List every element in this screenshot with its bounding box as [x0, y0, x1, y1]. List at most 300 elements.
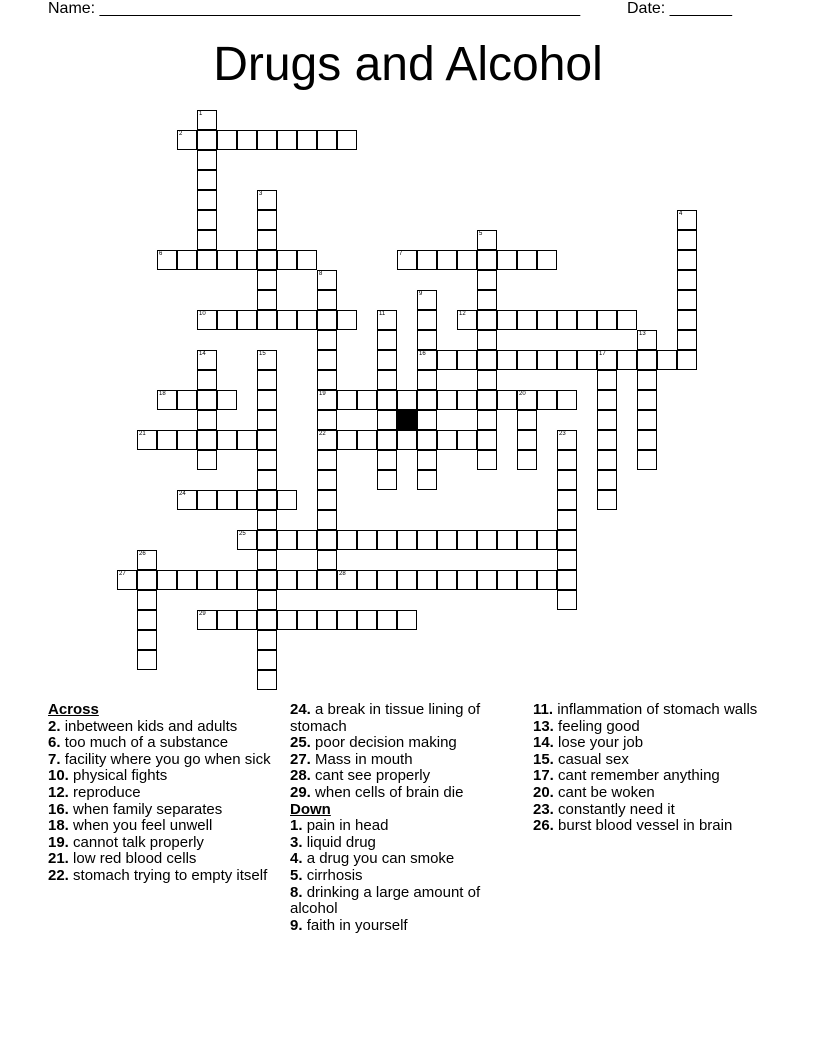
grid-cell[interactable]: [517, 390, 537, 410]
grid-cell[interactable]: [557, 310, 577, 330]
clue-column-1: [48, 702, 273, 885]
grid-cell[interactable]: [317, 550, 337, 570]
grid-cell[interactable]: [477, 310, 497, 330]
grid-cell[interactable]: [317, 390, 337, 410]
cell-number: 21: [139, 431, 146, 437]
grid-cell[interactable]: [417, 450, 437, 470]
grid-cell[interactable]: [417, 390, 437, 410]
grid-cell[interactable]: [517, 250, 537, 270]
cell-number: 25: [239, 531, 246, 537]
grid-cell[interactable]: [477, 370, 497, 390]
clue-across-28: 28. cant see properly: [290, 767, 431, 785]
grid-cell[interactable]: [217, 570, 237, 590]
grid-cell[interactable]: [637, 350, 657, 370]
grid-cell[interactable]: [557, 450, 577, 470]
grid-cell[interactable]: [257, 630, 277, 650]
grid-cell[interactable]: [297, 570, 317, 590]
grid-cell[interactable]: [377, 390, 397, 410]
grid-cell[interactable]: [297, 310, 317, 330]
grid-cell[interactable]: [257, 270, 277, 290]
grid-cell[interactable]: [217, 130, 237, 150]
clue-across-24: 24. a break in tissue lining of stomach: [290, 701, 481, 735]
grid-cell[interactable]: [197, 190, 217, 210]
grid-cell[interactable]: [637, 370, 657, 390]
clue-across-2: 2. inbetween kids and adults: [48, 717, 238, 735]
grid-cell[interactable]: [257, 310, 277, 330]
grid-cell[interactable]: [337, 130, 357, 150]
cell-number: 6: [159, 251, 163, 257]
grid-cell[interactable]: [317, 470, 337, 490]
grid-cell[interactable]: [397, 250, 417, 270]
grid-cell[interactable]: [677, 230, 697, 250]
grid-cell[interactable]: [257, 370, 277, 390]
clue-down-13: 13. feeling good: [533, 717, 640, 735]
grid-cell[interactable]: [337, 390, 357, 410]
grid-cell[interactable]: [177, 490, 197, 510]
clue-down-11: 11. inflammation of stomach walls: [533, 701, 758, 718]
cell-number: 27: [119, 571, 126, 577]
clue-across-25: 25. poor decision making: [290, 734, 457, 752]
grid-cell[interactable]: [317, 510, 337, 530]
grid-cell[interactable]: [537, 350, 557, 370]
grid-cell[interactable]: [197, 430, 217, 450]
grid-cell[interactable]: [197, 250, 217, 270]
cell-number: 9: [419, 291, 423, 297]
grid-cell[interactable]: [277, 310, 297, 330]
grid-cell[interactable]: [417, 570, 437, 590]
grid-cell[interactable]: [177, 430, 197, 450]
grid-cell[interactable]: [557, 550, 577, 570]
cell-number: 17: [599, 351, 606, 357]
grid-cell[interactable]: [197, 490, 217, 510]
grid-cell[interactable]: [257, 210, 277, 230]
cell-number: 19: [319, 391, 326, 397]
grid-cell[interactable]: [617, 310, 637, 330]
grid-cell[interactable]: [517, 530, 537, 550]
grid-cell[interactable]: [317, 370, 337, 390]
grid-cell[interactable]: [597, 470, 617, 490]
grid-cell[interactable]: [597, 350, 617, 370]
grid-cell[interactable]: [577, 310, 597, 330]
grid-cell[interactable]: [257, 430, 277, 450]
grid-cell[interactable]: [277, 250, 297, 270]
cell-number: 22: [319, 431, 326, 437]
grid-cell[interactable]: [257, 550, 277, 570]
grid-cell[interactable]: [377, 370, 397, 390]
grid-cell[interactable]: [177, 570, 197, 590]
grid-cell[interactable]: [117, 570, 137, 590]
grid-cell[interactable]: [517, 350, 537, 370]
cell-number: 5: [479, 231, 483, 237]
grid-cell[interactable]: [477, 230, 497, 250]
grid-cell[interactable]: [557, 570, 577, 590]
grid-cell[interactable]: [337, 530, 357, 550]
cell-number: 1: [199, 111, 203, 117]
grid-cell[interactable]: [377, 450, 397, 470]
grid-cell[interactable]: [257, 290, 277, 310]
grid-cell[interactable]: [437, 570, 457, 590]
grid-cell[interactable]: [257, 230, 277, 250]
grid-cell[interactable]: [557, 470, 577, 490]
grid-cell[interactable]: [437, 250, 457, 270]
grid-cell[interactable]: [257, 470, 277, 490]
grid-cell[interactable]: [537, 310, 557, 330]
grid-cell[interactable]: [517, 410, 537, 430]
grid-cell[interactable]: [637, 390, 657, 410]
grid-cell[interactable]: [477, 290, 497, 310]
grid-cell[interactable]: [457, 350, 477, 370]
grid-cell[interactable]: [257, 530, 277, 550]
grid-cell[interactable]: [637, 330, 657, 350]
grid-cell[interactable]: [237, 610, 257, 630]
grid-cell[interactable]: [337, 430, 357, 450]
clue-down-20: 20. cant be woken: [533, 783, 655, 801]
clue-down-17: 17. cant remember anything: [533, 767, 720, 785]
grid-cell[interactable]: [317, 610, 337, 630]
grid-cell[interactable]: [637, 450, 657, 470]
cell-number: 15: [259, 351, 266, 357]
grid-cell[interactable]: [277, 130, 297, 150]
cell-number: 28: [339, 571, 346, 577]
grid-cell[interactable]: [257, 510, 277, 530]
grid-cell[interactable]: [137, 650, 157, 670]
grid-cell[interactable]: [197, 350, 217, 370]
grid-cell[interactable]: [377, 470, 397, 490]
grid-cell[interactable]: [217, 390, 237, 410]
grid-cell[interactable]: [137, 590, 157, 610]
grid-cell[interactable]: [597, 430, 617, 450]
grid-cell[interactable]: [317, 430, 337, 450]
grid-cell[interactable]: [237, 430, 257, 450]
clue-across-27: 27. Mass in mouth: [290, 750, 413, 768]
grid-cell[interactable]: [197, 410, 217, 430]
clue-across-7: 7. facility where you go when sick: [48, 750, 271, 768]
grid-cell[interactable]: [417, 330, 437, 350]
grid-cell[interactable]: [457, 530, 477, 550]
grid-cell[interactable]: [597, 390, 617, 410]
cell-number: 2: [179, 131, 183, 137]
grid-cell[interactable]: [237, 490, 257, 510]
clue-across-19: 19. cannot talk properly: [48, 833, 204, 851]
clue-down-23: 23. constantly need it: [533, 800, 675, 818]
grid-cell[interactable]: [537, 530, 557, 550]
grid-cell[interactable]: [217, 430, 237, 450]
grid-cell[interactable]: [677, 250, 697, 270]
grid-cell[interactable]: [197, 110, 217, 130]
clue-across-22: 22. stomach trying to empty itself: [48, 866, 268, 884]
grid-cell[interactable]: [357, 430, 377, 450]
grid-cell[interactable]: [257, 570, 277, 590]
grid-cell[interactable]: [357, 390, 377, 410]
grid-cell[interactable]: [137, 550, 157, 570]
grid-cell[interactable]: [477, 570, 497, 590]
grid-cell[interactable]: [137, 570, 157, 590]
grid-cell[interactable]: [317, 290, 337, 310]
grid-cell[interactable]: [197, 150, 217, 170]
grid-cell[interactable]: [237, 530, 257, 550]
grid-cell[interactable]: [417, 530, 437, 550]
grid-cell[interactable]: [477, 390, 497, 410]
down-heading: Down: [290, 800, 331, 818]
grid-cell[interactable]: [177, 390, 197, 410]
grid-cell[interactable]: [557, 430, 577, 450]
grid-cell[interactable]: [397, 570, 417, 590]
grid-cell[interactable]: [377, 310, 397, 330]
date-field-label: Date: _______: [627, 0, 732, 17]
grid-cell[interactable]: [497, 530, 517, 550]
grid-cell[interactable]: [157, 390, 177, 410]
grid-cell[interactable]: [677, 350, 697, 370]
grid-cell[interactable]: [317, 330, 337, 350]
grid-cell[interactable]: [177, 250, 197, 270]
clue-down-1: 1. pain in head: [290, 817, 389, 835]
grid-black-cell: [397, 410, 417, 430]
grid-cell[interactable]: [417, 250, 437, 270]
grid-cell[interactable]: [557, 530, 577, 550]
grid-cell[interactable]: [297, 530, 317, 550]
grid-cell[interactable]: [197, 170, 217, 190]
grid-cell[interactable]: [497, 310, 517, 330]
grid-cell[interactable]: [297, 250, 317, 270]
clue-column-2: [290, 702, 520, 934]
clue-down-26: 26. burst blood vessel in brain: [533, 817, 733, 835]
grid-cell[interactable]: [277, 490, 297, 510]
grid-cell[interactable]: [337, 310, 357, 330]
grid-cell[interactable]: [457, 310, 477, 330]
grid-cell[interactable]: [417, 290, 437, 310]
cell-number: 4: [679, 211, 683, 217]
clue-across-12: 12. reproduce: [48, 783, 141, 801]
clue-across-18: 18. when you feel unwell: [48, 817, 213, 835]
grid-cell[interactable]: [537, 390, 557, 410]
grid-cell[interactable]: [417, 350, 437, 370]
puzzle-title: Drugs and Alcohol: [213, 38, 603, 91]
clue-column-3: [533, 702, 763, 835]
grid-cell[interactable]: [637, 410, 657, 430]
grid-cell[interactable]: [137, 630, 157, 650]
grid-cell[interactable]: [257, 590, 277, 610]
grid-cell[interactable]: [497, 570, 517, 590]
clue-across-16: 16. when family separates: [48, 800, 223, 818]
grid-cell[interactable]: [257, 390, 277, 410]
grid-cell[interactable]: [237, 570, 257, 590]
grid-cell[interactable]: [597, 370, 617, 390]
grid-cell[interactable]: [197, 390, 217, 410]
grid-cell[interactable]: [477, 530, 497, 550]
cell-number: 3: [259, 191, 263, 197]
grid-cell[interactable]: [537, 250, 557, 270]
grid-cell[interactable]: [297, 610, 317, 630]
grid-cell[interactable]: [197, 230, 217, 250]
grid-cell[interactable]: [377, 350, 397, 370]
grid-cell[interactable]: [197, 130, 217, 150]
cell-number: 20: [519, 391, 526, 397]
grid-cell[interactable]: [197, 210, 217, 230]
grid-cell[interactable]: [217, 310, 237, 330]
grid-cell[interactable]: [197, 310, 217, 330]
grid-cell[interactable]: [417, 430, 437, 450]
grid-cell[interactable]: [237, 130, 257, 150]
grid-cell[interactable]: [317, 410, 337, 430]
grid-cell[interactable]: [517, 310, 537, 330]
grid-cell[interactable]: [157, 430, 177, 450]
grid-cell[interactable]: [257, 190, 277, 210]
grid-cell[interactable]: [277, 570, 297, 590]
clue-down-5: 5. cirrhosis: [290, 866, 363, 884]
grid-cell[interactable]: [257, 350, 277, 370]
grid-cell[interactable]: [477, 250, 497, 270]
cell-number: 14: [199, 351, 206, 357]
grid-cell[interactable]: [437, 530, 457, 550]
grid-cell[interactable]: [277, 530, 297, 550]
grid-cell[interactable]: [377, 330, 397, 350]
cell-number: 26: [139, 551, 146, 557]
grid-cell[interactable]: [357, 610, 377, 630]
grid-cell[interactable]: [297, 130, 317, 150]
grid-cell[interactable]: [217, 250, 237, 270]
grid-cell[interactable]: [237, 250, 257, 270]
grid-cell[interactable]: [377, 570, 397, 590]
grid-cell[interactable]: [377, 430, 397, 450]
cell-number: 29: [199, 611, 206, 617]
clue-down-3: 3. liquid drug: [290, 833, 376, 851]
grid-cell[interactable]: [517, 450, 537, 470]
grid-cell[interactable]: [417, 310, 437, 330]
grid-cell[interactable]: [137, 430, 157, 450]
grid-cell[interactable]: [257, 490, 277, 510]
grid-cell[interactable]: [417, 410, 437, 430]
grid-cell[interactable]: [517, 570, 537, 590]
grid-cell[interactable]: [437, 390, 457, 410]
grid-cell[interactable]: [197, 570, 217, 590]
grid-cell[interactable]: [317, 310, 337, 330]
grid-cell[interactable]: [617, 350, 637, 370]
clue-across-6: 6. too much of a substance: [48, 734, 229, 752]
grid-cell[interactable]: [357, 530, 377, 550]
clue-across-21: 21. low red blood cells: [48, 850, 197, 868]
grid-cell[interactable]: [477, 350, 497, 370]
grid-cell[interactable]: [417, 470, 437, 490]
grid-cell[interactable]: [257, 130, 277, 150]
grid-cell[interactable]: [257, 650, 277, 670]
grid-cell[interactable]: [277, 610, 297, 630]
grid-cell[interactable]: [377, 410, 397, 430]
grid-cell[interactable]: [637, 430, 657, 450]
grid-cell[interactable]: [337, 570, 357, 590]
grid-cell[interactable]: [437, 430, 457, 450]
grid-cell[interactable]: [197, 610, 217, 630]
clue-down-14: 14. lose your job: [533, 734, 644, 752]
grid-cell[interactable]: [197, 450, 217, 470]
cell-number: 23: [559, 431, 566, 437]
name-field-label: Name: ______________________________________________________: [48, 0, 581, 17]
grid-cell[interactable]: [597, 310, 617, 330]
grid-cell[interactable]: [597, 490, 617, 510]
cell-number: 13: [639, 331, 646, 337]
grid-cell[interactable]: [417, 370, 437, 390]
cell-number: 11: [379, 311, 386, 317]
grid-cell[interactable]: [537, 570, 557, 590]
grid-cell[interactable]: [217, 490, 237, 510]
grid-cell[interactable]: [597, 450, 617, 470]
grid-cell[interactable]: [357, 570, 377, 590]
grid-cell[interactable]: [557, 590, 577, 610]
grid-cell[interactable]: [457, 570, 477, 590]
grid-cell[interactable]: [437, 350, 457, 370]
grid-cell[interactable]: [677, 210, 697, 230]
grid-cell[interactable]: [457, 430, 477, 450]
grid-cell[interactable]: [137, 610, 157, 630]
grid-cell[interactable]: [317, 350, 337, 370]
grid-cell[interactable]: [317, 130, 337, 150]
grid-cell[interactable]: [677, 310, 697, 330]
grid-cell[interactable]: [597, 410, 617, 430]
grid-cell[interactable]: [317, 490, 337, 510]
grid-cell[interactable]: [477, 430, 497, 450]
cell-number: 7: [399, 251, 403, 257]
grid-cell[interactable]: [677, 330, 697, 350]
grid-cell[interactable]: [497, 390, 517, 410]
grid-cell[interactable]: [517, 430, 537, 450]
grid-cell[interactable]: [457, 390, 477, 410]
cell-number: 18: [159, 391, 166, 397]
grid-cell[interactable]: [557, 490, 577, 510]
grid-cell[interactable]: [577, 350, 597, 370]
grid-cell[interactable]: [157, 250, 177, 270]
grid-cell[interactable]: [657, 350, 677, 370]
grid-cell[interactable]: [237, 310, 257, 330]
clue-down-15: 15. casual sex: [533, 750, 629, 768]
grid-cell[interactable]: [477, 410, 497, 430]
grid-cell[interactable]: [257, 410, 277, 430]
grid-cell[interactable]: [397, 610, 417, 630]
grid-cell[interactable]: [217, 610, 237, 630]
clue-down-8: 8. drinking a large amount of alcohol: [290, 883, 481, 918]
grid-cell[interactable]: [197, 370, 217, 390]
grid-cell[interactable]: [477, 330, 497, 350]
grid-cell[interactable]: [317, 450, 337, 470]
grid-cell[interactable]: [317, 570, 337, 590]
cell-number: 12: [459, 311, 466, 317]
grid-cell[interactable]: [337, 610, 357, 630]
grid-cell[interactable]: [497, 350, 517, 370]
grid-cell[interactable]: [377, 610, 397, 630]
grid-cell[interactable]: [557, 510, 577, 530]
grid-cell[interactable]: [557, 390, 577, 410]
grid-cell[interactable]: [257, 670, 277, 690]
grid-cell[interactable]: [557, 350, 577, 370]
grid-cell[interactable]: [497, 250, 517, 270]
cell-number: 24: [179, 491, 186, 497]
grid-cell[interactable]: [477, 450, 497, 470]
grid-cell[interactable]: [677, 290, 697, 310]
grid-cell[interactable]: [317, 270, 337, 290]
clue-across-10: 10. physical fights: [48, 767, 168, 785]
grid-cell[interactable]: [157, 570, 177, 590]
grid-cell[interactable]: [257, 610, 277, 630]
grid-cell[interactable]: [257, 250, 277, 270]
grid-cell[interactable]: [177, 130, 197, 150]
grid-cell[interactable]: [397, 430, 417, 450]
grid-cell[interactable]: [397, 530, 417, 550]
grid-cell[interactable]: [477, 270, 497, 290]
grid-cell[interactable]: [317, 530, 337, 550]
grid-cell[interactable]: [397, 390, 417, 410]
grid-cell[interactable]: [257, 450, 277, 470]
grid-cell[interactable]: [377, 530, 397, 550]
grid-cell[interactable]: [457, 250, 477, 270]
grid-cell[interactable]: [677, 270, 697, 290]
